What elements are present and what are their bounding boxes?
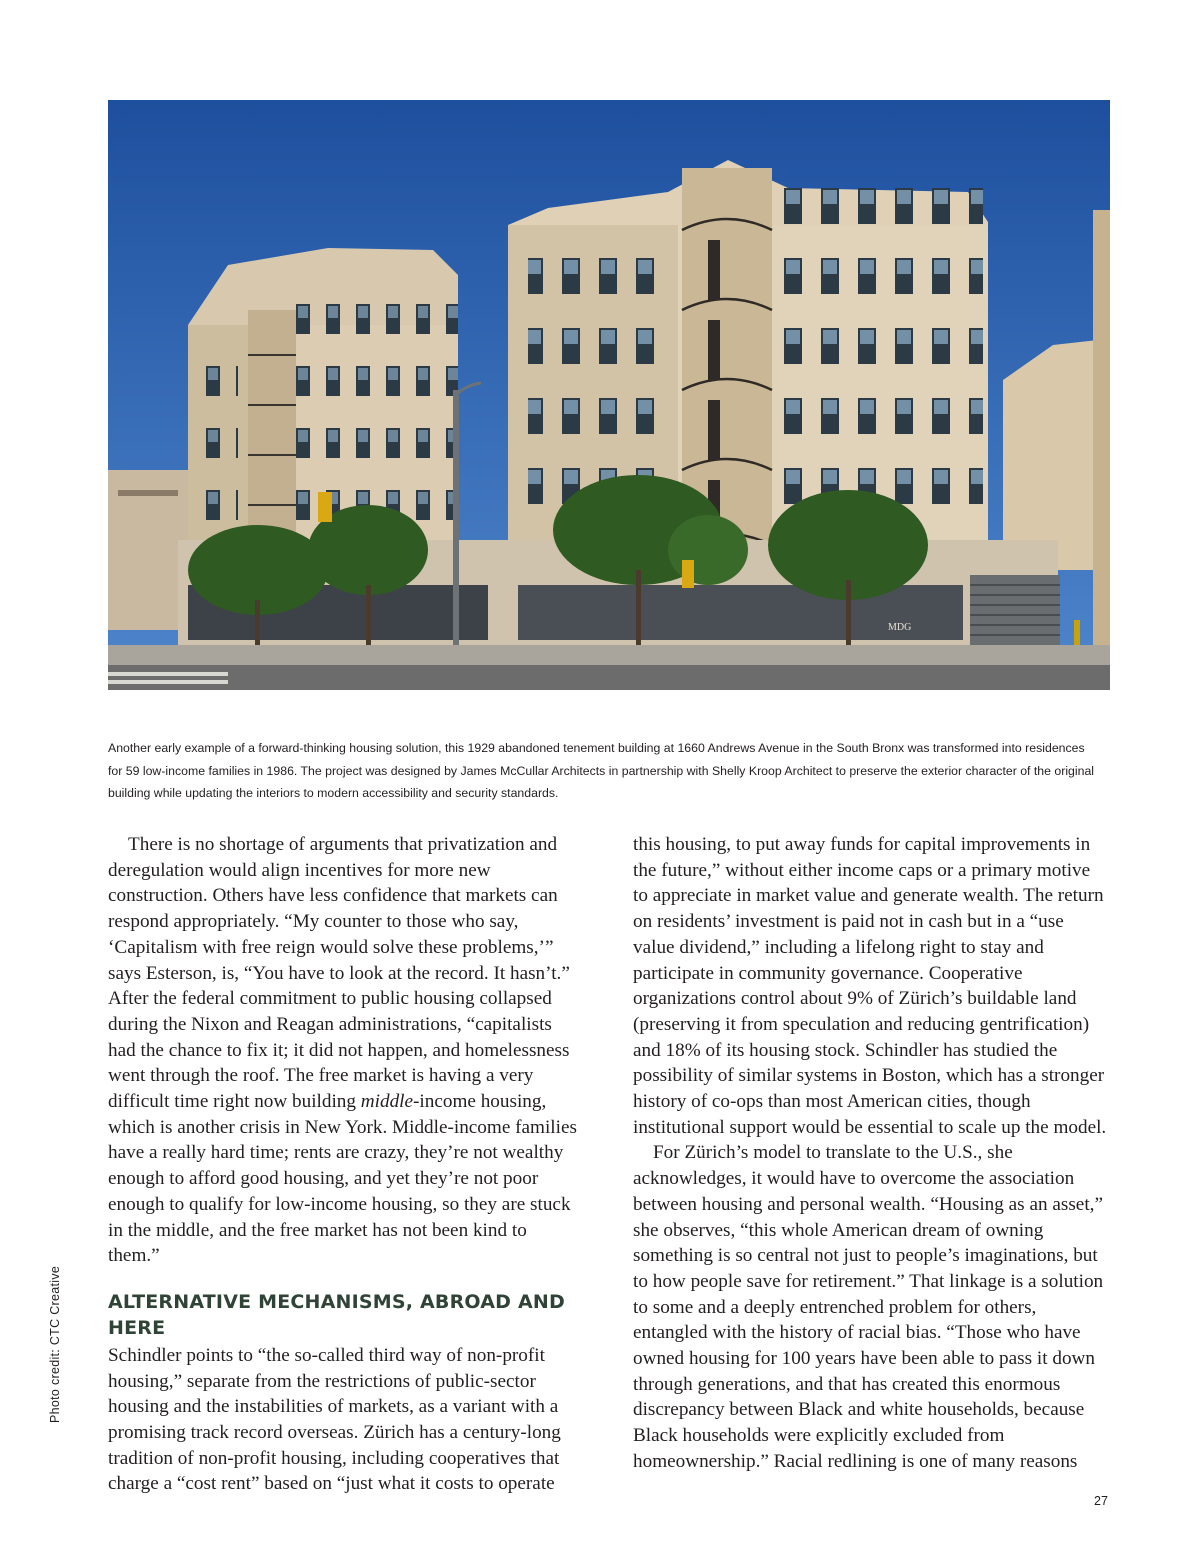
emphasis-text: middle bbox=[360, 1091, 414, 1113]
body-paragraph: this housing, to put away funds for capital improvements in the future,” without either income caps or a primary motive to appreciate in market value and generate wealth. The return on residents’ investment is paid not in cash but in a “use value dividend,” including a lifelong right to stay and participate in community governance. Cooperative organizations control about 9% of Zürich’s buildable land (preserving it from speculation and reducing gentrification) and 18% of its housing stock. Schindler has studied the possibility of similar systems in Boston, which has a stronger history of co-ops than most American cities, though institutional support would be essential to scale up the model. bbox=[633, 834, 1107, 1138]
body-paragraph: For Zürich’s model to translate to the U.S., she acknowledges, it would have to overcome the association between housing and personal wealth. “Housing as an asset,” she observes, “this whole American dream of owning something is so central not just to people’s imaginations, but to how people save for retirement.” That linkage is a solution to some and a deeply entrenched problem for others, entangled with the history of racial bias. “Those who have owned housing for 100 years have been able to pass it down through generations, and that has created this enormous discrepancy between Black and white households, because Black households were explicitly excluded from homeownership.” Racial redlining is one of many reasons bbox=[633, 1142, 1104, 1472]
photo-credit: Photo credit: CTC Creative bbox=[48, 1265, 62, 1423]
section-heading: ALTERNATIVE MECHANISMS, ABROAD AND HERE bbox=[108, 1290, 565, 1339]
building-photo bbox=[108, 100, 1110, 690]
text-run: -income housing, which is another crisis in New York. Middle-income families have a really hard time; rents are crazy, they’re not wealthy enough to afford good housing, and yet they’re not poor enough to qualify for low-income housing, so they are stuck in the middle, and the free market has not been kind to them.” bbox=[108, 1091, 577, 1267]
page-number: 27 bbox=[1094, 1494, 1108, 1508]
photo-caption: Another early example of a forward-thinking housing solution, this 1929 abandoned tenement building at 1660 Andrews Avenue in the South Bronx was transformed into residences for 59 low-income families in 1986. The project was designed by James McCullar Architects in partnership with Shelly Kroop Architect to preserve the exterior character of the original building while updating the interiors to modern accessibility and security standards. bbox=[108, 741, 1095, 800]
left-column bbox=[108, 832, 582, 1497]
store-sign-text: MDG bbox=[888, 622, 912, 633]
body-paragraph bbox=[108, 832, 582, 1269]
body-paragraph: Schindler points to “the so-called third way of non-profit housing,” separate from the restrictions of public-sector housing and the instabilities of markets, as a variant with a promising track record overseas. Zürich has a century-long tradition of non-profit housing, including cooperatives that charge a “cost rent” based on “just what it costs to operate bbox=[108, 1344, 561, 1495]
right-column bbox=[633, 832, 1109, 1475]
text-run: There is no shortage of arguments that privatization and deregulation would align incentives for more new construction. Others have less confidence that markets can respond appropriately. “My counter to those who say, ‘Capitalism with free reign would solve these problems,’” says Esterson, is, “You have to look at the record. It hasn’t.” After the federal commitment to public housing collapsed during the Nixon and Reagan administrations, “capitalists had the chance to fix it; it did not happen, and homelessness went through the roof. The free market is having a very difficult time right now building bbox=[108, 834, 570, 1113]
